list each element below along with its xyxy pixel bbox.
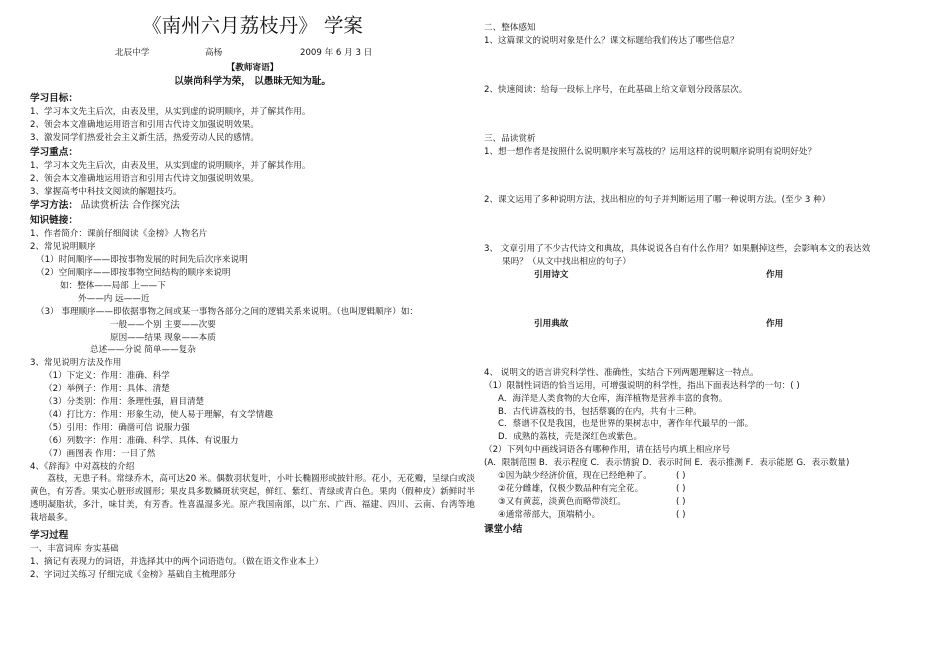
date: 2009 年 6 月 3 日 bbox=[300, 48, 373, 59]
knowledge-line: 一般——个别 主要——次要 bbox=[110, 319, 216, 330]
citation-table-row bbox=[484, 269, 929, 282]
knowledge-line: 原因——结果 现象——本质 bbox=[110, 332, 216, 343]
method-item: （4）打比方：作用：形象生动，使人易于理解，有文学情趣 bbox=[44, 409, 273, 420]
allusion-table-row bbox=[484, 318, 929, 331]
goal-item: 3、激发同学们热爱社会主义新生活，热爱劳动人民的感情。 bbox=[30, 132, 259, 143]
question: 1、这篇课文的说明对象是什么？课文标题给我们传达了哪些信息？ bbox=[484, 35, 739, 46]
method-item: （3）分类别：作用：条理性强，眉目清楚 bbox=[44, 397, 205, 408]
knowledge-line: 3、常见说明方法及作用 bbox=[30, 358, 122, 369]
knowledge-line: （1）时间顺序——即按事物发展的时间先后次序来说明 bbox=[36, 255, 248, 266]
knowledge-heading: 知识链接： bbox=[30, 215, 78, 227]
focus-item: 3、掌握高考中科技文阅读的解题技巧。 bbox=[30, 186, 182, 197]
knowledge-line: 1、作者简介：课前仔细阅读《金榜》人物名片 bbox=[30, 229, 208, 240]
question: 4、 说明文的语言讲究科学性、准确性，实结合下列两题理解这一特点。 bbox=[484, 367, 759, 378]
method-item: （6）列数字：作用：准确、科学、具体、有说服力 bbox=[44, 435, 239, 446]
method-item: （7）画图表 作用：一目了然 bbox=[44, 448, 156, 459]
method-text: 品读赏析法 合作探究法 bbox=[80, 199, 180, 211]
knowledge-line: 外——内 远——近 bbox=[78, 293, 150, 304]
answer-key: (A．限制范围 B．表示程度 C．表示情貌 D．表示时间 E．表示推测 F．表示能愿 G．表示数量) bbox=[484, 458, 850, 469]
fill-blank[interactable]: ( ) bbox=[676, 483, 686, 494]
section-heading: 三、品读赏析 bbox=[484, 133, 536, 144]
motto: 以崇尚科学为荣， 以愚昧无知为耻。 bbox=[174, 76, 331, 88]
process-line: 1、摘记有表现力的词语，并选择其中的两个词语造句。（做在语文作业本上） bbox=[30, 557, 324, 568]
fill-item-text: ②花分雌雄，仅极少数品种有完全花。 bbox=[498, 483, 644, 494]
focus-heading: 学习重点： bbox=[30, 146, 78, 158]
process-heading: 学习过程 bbox=[30, 529, 69, 541]
goal-item: 2、领会本文准确地运用语言和引用古代诗文加强说明效果。 bbox=[30, 119, 259, 130]
fill-item bbox=[484, 496, 929, 509]
option: A．海洋是人类食物的大仓库，海洋植物是营养丰富的食物。 bbox=[498, 393, 728, 404]
fill-item bbox=[484, 483, 929, 496]
effect-col-header: 作用 bbox=[766, 270, 784, 281]
meta-line bbox=[30, 47, 475, 60]
goal-item: 1、学习本文先主后次，由表及里，从实到虚的说明顺序，并了解其作用。 bbox=[30, 106, 311, 117]
knowledge-line: 2、常见说明顺序 bbox=[30, 242, 96, 253]
author: 高杨 bbox=[205, 48, 223, 59]
process-line: 2、字词过关练习 仔细完成《金榜》基础自主梳理部分 bbox=[30, 570, 236, 581]
method-line bbox=[30, 199, 475, 213]
question-cont: 果吗？（从文中找出相应的句子） bbox=[502, 257, 631, 268]
method-item: （2）举例子：作用：具体、清楚 bbox=[44, 384, 170, 395]
fill-item-text: ①因为缺少经济价值，现在已经绝种了。 bbox=[498, 471, 652, 482]
focus-item: 2、领会本文准确地运用语言和引用古代诗文加强说明效果。 bbox=[30, 173, 259, 184]
question: 2、课文运用了多种说明方法，找出相应的句子并判断运用了哪一种说明方法。(至少 3 种） bbox=[484, 195, 831, 206]
left-column bbox=[30, 0, 475, 582]
goals-heading: 学习目标： bbox=[30, 92, 78, 104]
option: B．古代讲荔枝的书，包括蔡襄的在内，共有十三种。 bbox=[498, 406, 702, 417]
allusion-col-header: 引用典故 bbox=[534, 319, 569, 330]
fill-item-text: ④通常蒂部大，顶端稍小。 bbox=[498, 509, 601, 520]
fill-item bbox=[484, 470, 929, 483]
fill-blank[interactable]: ( ) bbox=[676, 509, 686, 520]
knowledge-line: 总述——分说 简单——复杂 bbox=[90, 345, 196, 356]
knowledge-line: 4、《辞海》中对荔枝的介绍 bbox=[30, 461, 135, 472]
citation-col-header: 引用诗文 bbox=[534, 270, 569, 281]
knowledge-line: （3） 事理顺序——即依据事物之间或某一事物各部分之间的逻辑关系来说明。（也叫逻辑顺序）如： bbox=[36, 306, 419, 317]
option: C．蔡谱不仅是我国，也是世界的果树志中，著作年代最早的一部。 bbox=[498, 419, 754, 430]
fill-item-text: ③又有黄蕊，淡黄色而略带淡红。 bbox=[498, 496, 627, 507]
question: 1、想一想作者是按照什么说明顺序来写荔枝的？运用这样的说明顺序说明有说明好处？ bbox=[484, 146, 817, 157]
knowledge-line: （2）空间顺序——即按事物空间结构的顺序来说明 bbox=[36, 268, 231, 279]
fill-blank[interactable]: ( ) bbox=[676, 471, 686, 482]
section-heading: 二、整体感知 bbox=[484, 23, 536, 33]
fill-item bbox=[484, 509, 929, 522]
question: 3、 文章引用了不少古代诗文和典故，具体说说各自有什么作用？如果删掉这些，会影响本文的表达效 bbox=[484, 244, 871, 255]
school: 北辰中学 bbox=[115, 48, 150, 59]
method-heading: 学习方法： bbox=[30, 199, 78, 211]
page-title: 《南州六月荔枝丹》 学案 bbox=[142, 14, 363, 37]
process-line: 一、丰富词库 夯实基础 bbox=[30, 544, 119, 555]
summary-heading: 课堂小结 bbox=[484, 523, 523, 535]
knowledge-line: 如：整体——局部 上——下 bbox=[60, 281, 166, 292]
effect-col-header: 作用 bbox=[766, 319, 784, 330]
method-item: （1）下定义：作用：准确、科学 bbox=[44, 371, 170, 382]
cihai-paragraph: 荔枝，无患子科。常绿乔木，高可达20 米。偶数羽状复叶，小叶长椭圆形或披针形。花小，无花瓣，呈绿白或淡黄色，有芳香。果实心脏形或圆形；果皮具多数鳞斑状突起，鲜红、紫红、青绿或青白色。果肉（假种皮）新鲜时半透明凝脂状，多汁，味甘美，有芳香。性喜温湿多光。原产我国南部，以广东、广西、福建、四川、云南、台湾等地栽培最多。 bbox=[30, 474, 475, 524]
fill-blank[interactable]: ( ) bbox=[676, 496, 686, 507]
option: D．成熟的荔枝，壳是深红色或紫色。 bbox=[498, 432, 643, 443]
focus-item: 1、学习本文先主后次，由表及里，从实到虚的说明顺序，并了解其作用。 bbox=[30, 161, 311, 172]
question: 2、快速阅读：给每一段标上序号，在此基础上给文章划分段落层次。 bbox=[484, 84, 748, 95]
subquestion: （2）下列句中画线词语各有哪种作用，请在括号内填上相应序号 bbox=[484, 445, 731, 456]
subquestion: （1）限制性词语的恰当运用，可增强说明的科学性，指出下面表达科学的一句：( ) bbox=[484, 380, 800, 391]
method-item: （5）引用：作用：确凿可信 说服力强 bbox=[44, 422, 190, 433]
right-column bbox=[484, 22, 929, 537]
teacher-note-label: 【教师寄语】 bbox=[226, 63, 279, 74]
